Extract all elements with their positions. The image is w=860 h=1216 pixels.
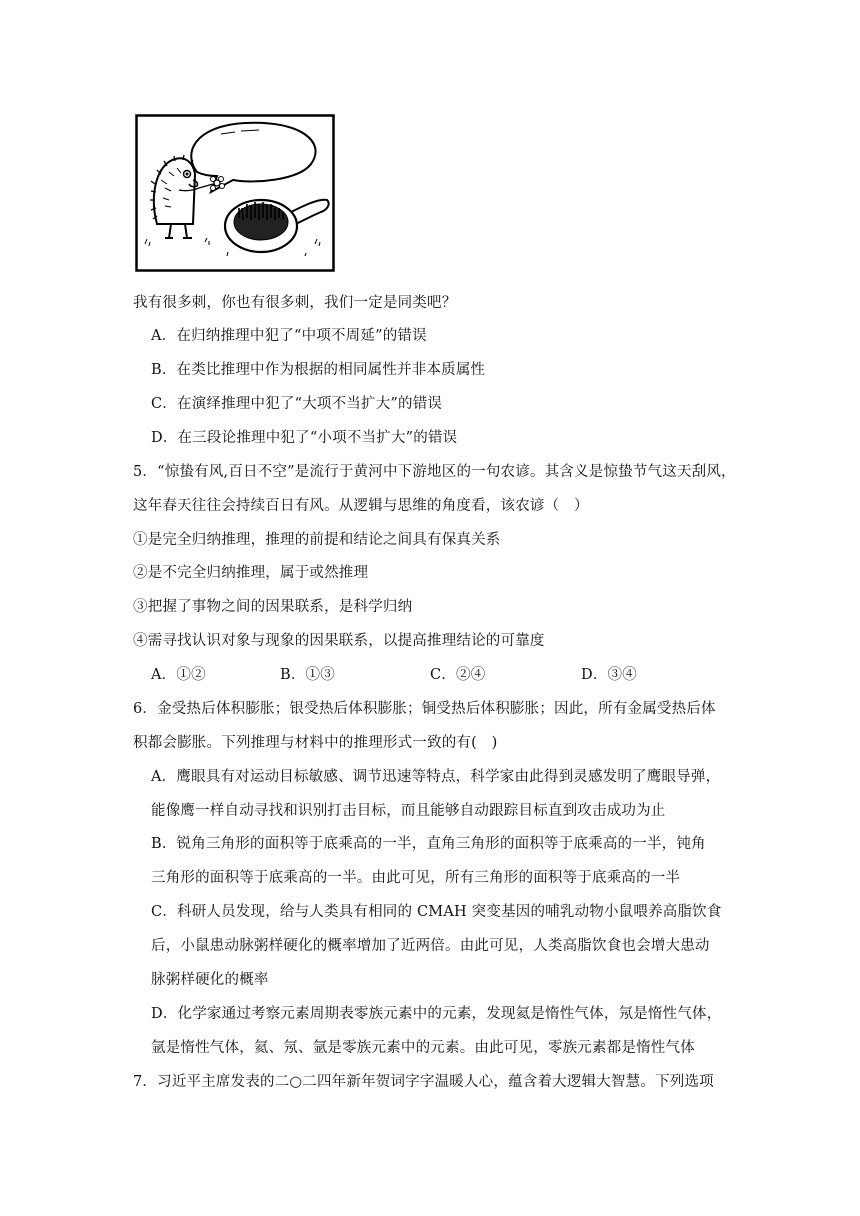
q4-option-a: A．在归纳推理中犯了“中项不周延”的错误 [151,328,427,344]
q5-stem-line-2: 这年春天往往会持续百日有风。从逻辑与思维的角度看，该农谚（ ） [133,498,589,514]
q4-option-b: B．在类比推理中作为根据的相同属性并非本质属性 [151,362,486,378]
q5-statement-4: ④需寻找认识对象与现象的因果联系，以提高推理结论的可靠度 [133,633,545,649]
q5-option-a: A．①② [151,667,206,683]
q5-option-b: B．①③ [280,667,335,683]
q6-option-b-line-1: B．锐角三角形的面积等于底乘高的一半，直角三角形的面积等于底乘高的一半，钝角 [151,836,706,852]
q5-option-c: C．②④ [430,667,486,683]
q6-option-d-line-2: 氩是惰性气体，氦、氖、氩是零族元素中的元素。由此可见，零族元素都是惰性气体 [151,1040,695,1056]
q6-option-c-line-2: 后，小鼠患动脉粥样硬化的概率增加了近两倍。由此可见，人类高脂饮食也会增大患动 [151,938,710,954]
q4-option-c: C．在演绎推理中犯了“大项不当扩大”的错误 [151,396,443,412]
hedgehog-cartoon-image [135,114,335,272]
q6-option-c-line-1: C．科研人员发现，给与人类具有相同的 CMAH 突变基因的哺乳动物小鼠喂养高脂饮食 [151,904,722,920]
q6-option-b-line-2: 三角形的面积等于底乘高的一半。由此可见，所有三角形的面积等于底乘高的一半 [151,870,681,886]
q6-option-a-line-1: A．鹰眼具有对运动目标敏感、调节迅速等特点，科学家由此得到灵感发明了鹰眼导弹， [151,769,721,785]
q7-stem-line-1: 7．习近平主席发表的二○二四年新年贺词字字温暖人心，蕴含着大逻辑大智慧。下列选项 [133,1074,714,1090]
q5-statement-2: ②是不完全归纳推理，属于或然推理 [133,565,369,581]
q4-option-d: D．在三段论推理中犯了“小项不当扩大”的错误 [151,430,458,446]
q6-option-c-line-3: 脉粥样硬化的概率 [151,972,269,988]
q5-stem-line-1: 5．“惊蛰有风,百日不空”是流行于黄河中下游地区的一句农谚。其含义是惊蛰节气这天刮风， [133,464,736,480]
q6-stem-line-2: 积都会膨胀。下列推理与材料中的推理形式一致的有( ) [133,735,498,751]
q6-option-a-line-2: 能像鹰一样自动寻找和识别打击目标，而且能够自动跟踪目标直到攻击成功为止 [151,803,666,819]
q5-option-d: D．③④ [581,667,637,683]
q6-option-d-line-1: D．化学家通过考察元素周期表零族元素中的元素，发现氦是惰性气体，氖是惰性气体， [151,1006,722,1022]
q6-stem-line-1: 6．金受热后体积膨胀；银受热后体积膨胀；铜受热后体积膨胀；因此，所有金属受热后体 [133,701,716,717]
q5-statement-1: ①是完全归纳推理，推理的前提和结论之间具有保真关系 [133,532,501,548]
q5-statement-3: ③把握了事物之间的因果联系，是科学归纳 [133,599,413,615]
cartoon-caption: 我有很多刺，你也有很多刺，我们一定是同类吧？ [133,295,457,311]
